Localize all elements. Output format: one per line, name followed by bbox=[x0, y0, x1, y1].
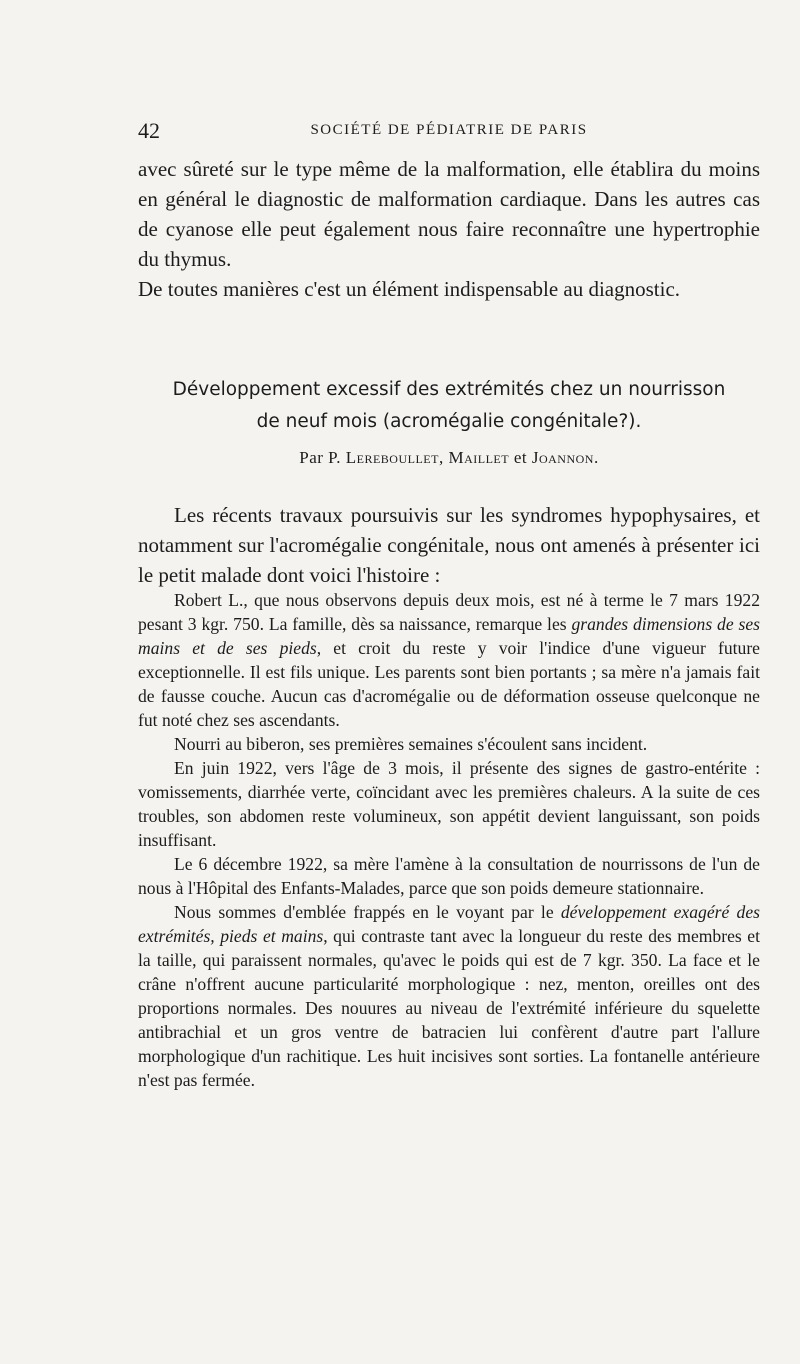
article-title-line-2: de neuf mois (acromégalie congénitale?). bbox=[256, 411, 642, 432]
intro-paragraph-2: De toutes manières c'est un élément indispensable au diagnostic. bbox=[138, 277, 681, 301]
article-title-line-1: Développement excessif des extrémités chez un nourrisson bbox=[172, 379, 726, 400]
author-lereboullet: Lereboullet bbox=[345, 448, 439, 467]
lead-section bbox=[138, 500, 760, 590]
lead-paragraph: Les récents travaux poursuivis sur les syndromes hypophysaires, et notamment sur l'acromégalie congénitale, nous ont amenés à présenter ici le petit malade dont voici l'histoire : bbox=[138, 503, 760, 587]
case-paragraph-2: Nourri au biberon, ses premières semaines s'écoulent sans incident. bbox=[174, 734, 648, 754]
byline-prefix: Par P. bbox=[299, 448, 346, 467]
byline-and: et bbox=[509, 448, 532, 467]
case-paragraph-5: Nous sommes d'emblée frappés en le voyant par le développement exagéré des extrémités, pieds et mains, qui contraste tant avec la longueur du reste des membres et la taille, qui paraissent normales, qu'avec le poids qui est de 7 kgr. 350. La face et le crâne n'offrent aucune particularité morphologique : nez, menton, oreilles ont des proportions normales. Des nouures au niveau de l'extrémité inférieure du squelette antibrachial et un gros ventre de batracien lui confèrent d'autre part l'allure morphologique d'un rachitique. Les huit incisives sont sorties. La fontanelle antérieure n'est pas fermée. bbox=[138, 902, 760, 1090]
case-paragraph-1: Robert L., que nous observons depuis deux mois, est né à terme le 7 mars 1922 pesant 3 kgr. 750. La famille, dès sa naissance, remarque les grandes dimensions de ses mains et de ses pieds, et croit du reste y voir l'indice d'une vigueur future exceptionnelle. Il est fils unique. Les parents sont bien portants ; sa mère n'a jamais fait de fausse couche. Aucun cas d'acromégalie ou de déformation osseuse quelconque ne fut noté chez ses ascendants. bbox=[138, 590, 760, 730]
author-maillet: Maillet bbox=[448, 448, 510, 467]
running-head: SOCIÉTÉ DE PÉDIATRIE DE PARIS bbox=[310, 122, 588, 138]
author-joannon: Joannon bbox=[531, 448, 594, 467]
page-header bbox=[138, 118, 760, 148]
page-number: 42 bbox=[138, 118, 160, 143]
emphasis-extremities: grandes dimensions de ses mains et de ses pieds bbox=[138, 614, 760, 658]
article-byline: Par P. Lereboullet, Maillet et Joannon. bbox=[299, 448, 599, 467]
case-paragraph-4: Le 6 décembre 1922, sa mère l'amène à la consultation de nourrissons de l'un de nous à l'Hôpital des Enfants-Malades, parce que son poids demeure stationnaire. bbox=[138, 854, 760, 898]
intro-section bbox=[138, 154, 760, 304]
emphasis-development: développement exagéré des extrémités, pieds et mains bbox=[138, 902, 760, 946]
intro-paragraph-1: avec sûreté sur le type même de la malformation, elle établira du moins en général le diagnostic de malformation cardiaque. Dans les autres cas de cyanose elle peut également nous faire reconnaître une hypertrophie du thymus. bbox=[138, 157, 760, 271]
case-report bbox=[138, 588, 760, 1092]
case-paragraph-3: En juin 1922, vers l'âge de 3 mois, il présente des signes de gastro-entérite : vomissements, diarrhée verte, coïncidant avec les premières chaleurs. A la suite de ces troubles, son abdomen reste volumineux, son appétit devient languissant, son poids insuffisant. bbox=[138, 758, 760, 850]
article-title bbox=[138, 374, 760, 438]
